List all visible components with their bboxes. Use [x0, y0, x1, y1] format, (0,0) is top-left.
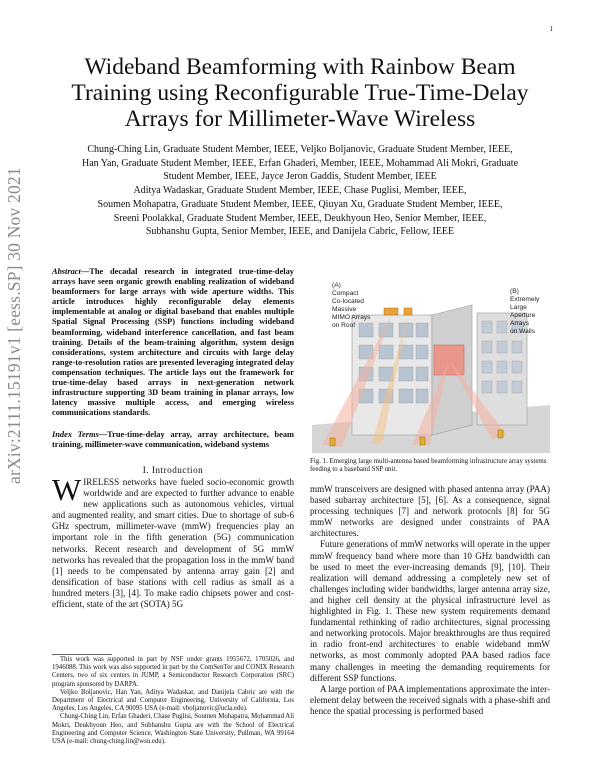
intro-text: networks have fueled socio-economic growth worldwide and are expected to further advance to enable new applications such as autonomous vehicles, virtual and augmented reality, and smart cities. Due to shortage of sub-6 GHz spectrum, millimeter-wave (mmW) frequencies play an important role in the fifth generation (5G) communication networks. Recent research and development of 5G mmW networks has revealed that the propagation loss in the mmW band [1] needs to be compensated by antenna array gain [2] and densification of base stations with cell radius as small as a hundred meters [3], [4]. To make radio chipsets power and cost- efficient, state of the art (SOTA) 5G — [52, 477, 294, 610]
svg-text:MIMO Arrays: MIMO Arrays — [332, 314, 371, 321]
svg-text:Extremely: Extremely — [510, 296, 540, 303]
paper-title: Wideband Beamforming with Rainbow Beam Training using Reconfigurable True-Time-Delay Arrays for Millimeter-Wave Wireless — [71, 54, 529, 132]
index-terms-text: —True-time-delay array, array architecture, beam training, millimeter-wave communication, wideband systems — [52, 430, 295, 450]
svg-text:Aperture: Aperture — [510, 312, 536, 319]
arxiv-stamp-text: arXiv:2111.15191v1 [eess.SP] 30 Nov 2021 — [4, 167, 24, 484]
author-line: Soumen Mohapatra, Graduate Student Member, IEEE, Qiuyan Xu, Graduate Student Member, IEEE, — [97, 198, 503, 210]
svg-text:on Walls: on Walls — [510, 328, 536, 335]
abstract-label: Abstract — [52, 267, 81, 276]
author-line: Han Yan, Graduate Student Member, IEEE, Erfan Ghaderi, Member, IEEE, Mohammad Ali Mokri, Graduate — [81, 157, 519, 169]
arxiv-stamp — [4, 167, 24, 488]
figure-1-illustration — [312, 275, 550, 453]
drop-cap: W — [52, 472, 82, 507]
figure-caption: Fig. 1. Emerging large multi-antenna based beamforming infrastructure array systems feeding to a baseband SSP unit. — [310, 458, 547, 474]
svg-text:Compact: Compact — [332, 290, 359, 297]
svg-text:Co-located: Co-located — [332, 298, 364, 305]
page-number: 1 — [549, 25, 553, 33]
paragraph: A large portion of PAA implementations approximate the inter-element delay between the received signals with a phase-shift and hence the spatial processing is performed based — [310, 683, 550, 716]
abstract — [52, 267, 294, 418]
section-heading: I. Introduction — [142, 465, 204, 475]
svg-text:(B): (B) — [510, 288, 519, 295]
author-line: Subhanshu Gupta, Senior Member, IEEE, and Danijela Cabric, Fellow, IEEE — [145, 226, 455, 238]
roof-array — [384, 308, 398, 315]
svg-text:on Roof: on Roof — [332, 322, 356, 329]
footnote: This work was supported in part by NSF under grants 1955672, 1705026, and 1946088. This work was also supported in part by the ComSenTer and CONIX Research Centers, two of six centers in JUMP, a Semiconductor Research Corporation (SRC) program sponsored by DARPA. — [52, 656, 294, 688]
footnote: Veljko Boljanovic, Han Yan, Aditya Wadaskar, and Danijela Cabric are with the Department of Electrical and Computer Engineering, University of California, Los Angeles, Los Angeles, CA 90095 USA (e-mail: vboljanovic@ucla.edu). — [52, 688, 294, 713]
user-device — [420, 437, 425, 445]
user-device — [498, 430, 503, 438]
footnote: Chung-Ching Lin, Erfan Ghaderi, Chase Puglisi, Soumen Mohapatra, Mohammad Ali Mokri, Deukhyoun Heo, and Subhanshu Gupta are with the School of Electrical Engineering and Computer Science, Washington State University, Pullman, WA 99164 USA (e-mail: chung-ching.lin@wsu.edu). — [52, 713, 294, 746]
index-terms — [52, 430, 294, 450]
svg-text:Large: Large — [510, 304, 527, 311]
figure-1 — [312, 275, 550, 453]
svg-text:Arrays: Arrays — [510, 320, 530, 327]
intro-first-word: IRELESS — [83, 477, 120, 487]
svg-text:Massive: Massive — [332, 306, 357, 313]
svg-text:(A): (A) — [332, 282, 341, 289]
right-column-text — [310, 484, 550, 717]
index-terms-label: Index Terms — [52, 430, 99, 439]
author-line: Sreeni Poolakkal, Graduate Student Member, IEEE, Deukhyoun Heo, Senior Member, IEEE, — [113, 212, 487, 224]
paragraph: mmW transceivers are designed with phased antenna array (PAA) based subarray architecture [5], [6]. As a consequence, signal processing techniques [7] and network protocols [8] for 5G mmW networks are designed under constraints of PAA architectures. — [310, 484, 550, 539]
author-list — [52, 143, 548, 239]
footnotes — [52, 656, 294, 746]
abstract-text: —The decadal research in integrated true-time-delay arrays have seen organic growth enabling realization of wideband beamformers for large arrays with wide aperture widths. This article introduces highly reconfigurable delay elements implementable at analog or digital baseband that enables multiple Spatial Signal Processing (SSP) functions including wideband beamforming, wideband interference cancellation, and fast beam training. Details of the beam-training algorithm, system design considerations, system architecture and circuits with large delay range-to-resolution ratios are presented leveraging integrated delay compensation techniques. The article lays out the framework for true-time-delay based arrays in next-generation network infrastructure supporting 3D beam training in planar arrays, low latency massive multiple access, and emerging wireless communications standards. — [52, 267, 294, 418]
user-device — [330, 438, 335, 446]
author-line: Aditya Wadaskar, Graduate Student Member, IEEE, Chase Puglisi, Member, IEEE, — [133, 185, 467, 197]
intro-paragraph — [52, 472, 294, 610]
paragraph: Future generations of mmW networks will operate in the upper mmW frequency band where more than 10 GHz bandwidth can be used to meet the ever-increasing demands [9], [10]. Their realization will demand addressing a completely new set of challenges including wider bandwidths, larger antenna array size, and higher cell density at the physical infrastructure level as highlighted in Fig. 1. These new system requirements demand fundamental rethinking of radio architectures, signal processing and networking protocols. Major breakthroughs are thus required in radio front-end architectures to enable wideband mmW networks, as most commonly adopted PAA based radios face many challenges in meeting the demanding requirements for different SSP functions. — [310, 539, 550, 683]
author-line: Chung-Ching Lin, Graduate Student Member, IEEE, Veljko Boljanovic, Graduate Student Member, IEEE, — [87, 144, 513, 155]
author-line: Student Member, IEEE, Jayce Jeron Gaddis, Student Member, IEEE — [163, 171, 437, 183]
footnote-rule — [52, 654, 112, 655]
